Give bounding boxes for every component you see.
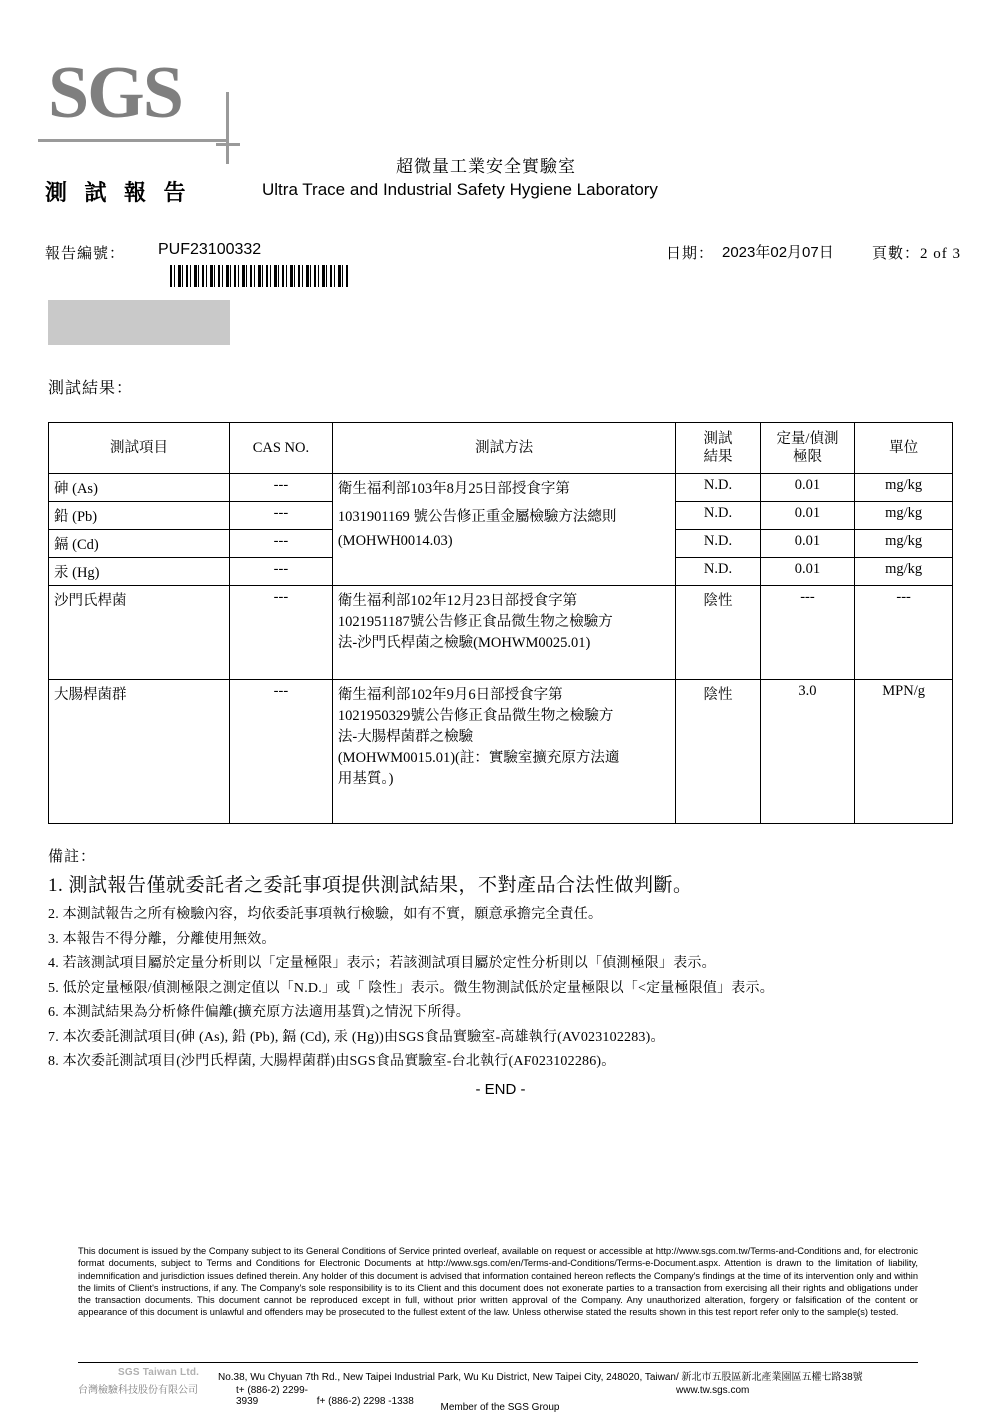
cell-method: [332, 680, 675, 824]
cell-result: N.D.: [676, 502, 760, 530]
cell-cas: ---: [230, 680, 333, 824]
page-title: 測 試 報 告: [45, 180, 192, 205]
note-item: 2. 本測試報告之所有檢驗內容，均依委託事項執行檢驗，如有不實，願意承擔完全責任。: [48, 907, 603, 922]
report-number-label: 報告編號：: [45, 246, 126, 262]
cell-item: 汞 (Hg): [49, 558, 230, 586]
cell-unit: MPN/g: [855, 680, 953, 824]
cell-result: 陰性: [676, 586, 760, 680]
cell-cas: ---: [230, 558, 333, 586]
note-item: 1. 測試報告僅就委託者之委託事項提供測試結果，不對產品合法性做判斷。: [48, 875, 693, 896]
cell-limit: 0.01: [760, 474, 855, 502]
page-count-label: 頁數：2 of 3: [872, 246, 961, 262]
note-item: 3. 本報告不得分離，分離使用無效。: [48, 931, 276, 947]
redacted-block: [48, 300, 230, 345]
cell-unit: mg/kg: [855, 502, 953, 530]
footer-phone: t+ (886-2) 2299-3939: [236, 1385, 308, 1407]
note-item: 7. 本次委託測試項目(砷 (As), 鉛 (Pb), 鎘 (Cd), 汞 (Hg))由SGS食品實驗室-高雄執行(AV023102283)。: [48, 1029, 665, 1045]
footer-fax: f+ (886-2) 2298 -1338: [316, 1396, 414, 1407]
cell-cas: ---: [230, 502, 333, 530]
report-number-value: PUF23100332: [158, 241, 262, 258]
notes-section: [48, 845, 953, 1098]
legal-disclaimer: This document is issued by the Company subject to its General Conditions of Service printed overleaf, available on request or accessible at http://www.sgs.com.tw/Terms-and-Conditions and, for electronic format documents, subject to Terms and Conditions for Electronic Documents at http://www.sgs.com/en/Terms-and-Conditions/Terms-e-Document.aspx. Attention is drawn to the limitation of liability, indemnification and jurisdiction issues defined therein. Any holder of this document is advised that information contained hereon reflects the Company's findings at the time of its intervention only and within the limits of Client's instructions, if any. The Company's sole responsibility is to its Client and this document does not exonerate parties to a transaction from exercising all their rights and obligations under the transaction documents. This document cannot be reproduced except in full, without prior written approval of the Company. Any unauthorized alteration, forgery or falsification of the content or appearance of this document is unlawful and offenders may be prosecuted to the fullest extent of the law. Unless otherwise stated the results shown in this test report refer only to the sample(s) tested.: [78, 1246, 918, 1318]
date-label: 日期：: [666, 246, 715, 262]
col-header-item: 測試項目: [49, 423, 230, 474]
method-line: 衛生福利部102年9月6日部授食字第: [337, 687, 563, 703]
cell-item: 大腸桿菌群: [49, 680, 230, 824]
cell-method: 衛生福利部103年8月25日部授食字第: [332, 474, 675, 502]
cell-result: 陰性: [676, 680, 760, 824]
logo-underline: [38, 139, 228, 142]
cell-result: N.D.: [676, 474, 760, 502]
table-header-row: [49, 423, 953, 474]
method-line: 法-沙門氏桿菌之檢驗(MOHWM0025.01): [337, 635, 591, 651]
footer-company-en: SGS Taiwan Ltd.: [118, 1367, 200, 1378]
cell-method: (MOHWH0014.03): [332, 530, 675, 558]
note-item: 4. 若該測試項目屬於定量分析則以「定量極限」表示；若該測試項目屬於定性分析則以「偵測極限」表示。: [48, 956, 716, 971]
barcode-image: [170, 265, 350, 287]
date-value: 2023年02月07日: [722, 244, 834, 261]
table-row: [49, 586, 953, 680]
results-section-label: 測試結果：: [48, 380, 134, 397]
cell-cas: ---: [230, 586, 333, 680]
cell-item: 鉛 (Pb): [49, 502, 230, 530]
method-line: 1021950329號公告修正食品微生物之檢驗方: [337, 708, 614, 724]
logo-tick-horizontal: [216, 143, 240, 146]
end-marker: - END -: [475, 1080, 526, 1098]
table-row: [49, 530, 953, 558]
col-header-limit: 定量/偵測 極限: [760, 423, 855, 474]
results-table: [48, 422, 953, 824]
cell-item: 沙門氏桿菌: [49, 586, 230, 680]
table-row: [49, 474, 953, 502]
footer-address: No.38, Wu Chyuan 7th Rd., New Taipei Industrial Park, Wu Ku District, New Taipei City, 248020, Taiwan/ 新北市五股區新北產業園區五權七路38號: [218, 1372, 863, 1383]
col-header-method: 測試方法: [332, 423, 675, 474]
note-item: 8. 本次委託測試項目(沙門氏桿菌, 大腸桿菌群)由SGS食品實驗室-台北執行(AF023102286)。: [48, 1054, 616, 1069]
cell-unit: mg/kg: [855, 530, 953, 558]
footer-member-note: Member of the SGS Group: [440, 1402, 560, 1413]
col-header-result: 測試 結果: [676, 423, 760, 474]
footer-divider: [78, 1362, 918, 1363]
table-row: [49, 558, 953, 586]
col-header-cas: CAS NO.: [230, 423, 333, 474]
cell-cas: ---: [230, 474, 333, 502]
cell-limit: 0.01: [760, 558, 855, 586]
cell-unit: mg/kg: [855, 474, 953, 502]
cell-result: N.D.: [676, 558, 760, 586]
sgs-logo: SGS: [48, 52, 182, 134]
cell-method: [332, 558, 675, 586]
note-item: 5. 低於定量極限/偵測極限之測定值以「N.D.」或「 陰性」表示。微生物測試低於定量極限以「<定量極限值」表示。: [48, 980, 774, 996]
cell-unit: mg/kg: [855, 558, 953, 586]
cell-limit: 3.0: [760, 680, 855, 824]
method-line: 衛生福利部102年12月23日部授食字第: [337, 593, 578, 609]
table-row: [49, 680, 953, 824]
table-row: [49, 502, 953, 530]
logo-tick-vertical: [226, 92, 229, 164]
footer-company-cn: 台灣檢驗科技股份有限公司: [78, 1385, 198, 1396]
cell-limit: ---: [760, 586, 855, 680]
method-line: 法-大腸桿菌群之檢驗: [337, 729, 474, 745]
cell-limit: 0.01: [760, 502, 855, 530]
cell-unit: ---: [855, 586, 953, 680]
cell-method: [332, 586, 675, 680]
cell-cas: ---: [230, 530, 333, 558]
cell-limit: 0.01: [760, 530, 855, 558]
cell-item: 砷 (As): [49, 474, 230, 502]
note-item: 6. 本測試結果為分析條件偏離(擴充原方法適用基質)之情況下所得。: [48, 1005, 470, 1020]
method-line: 1021951187號公告修正食品微生物之檢驗方: [337, 614, 613, 630]
method-line: 用基質。): [337, 771, 394, 787]
notes-title: 備註：: [48, 849, 97, 865]
col-header-unit: 單位: [855, 423, 953, 474]
cell-result: N.D.: [676, 530, 760, 558]
cell-method: 1031901169 號公告修正重金屬檢驗方法總則: [332, 502, 675, 530]
method-line: (MOHWM0015.01)(註：實驗室擴充原方法適: [337, 750, 620, 766]
footer-website: www.tw.sgs.com: [676, 1385, 750, 1396]
cell-item: 鎘 (Cd): [49, 530, 230, 558]
lab-name-chinese: 超微量工業安全實驗室: [396, 157, 576, 176]
lab-name-english: Ultra Trace and Industrial Safety Hygiene Laboratory: [262, 180, 658, 199]
